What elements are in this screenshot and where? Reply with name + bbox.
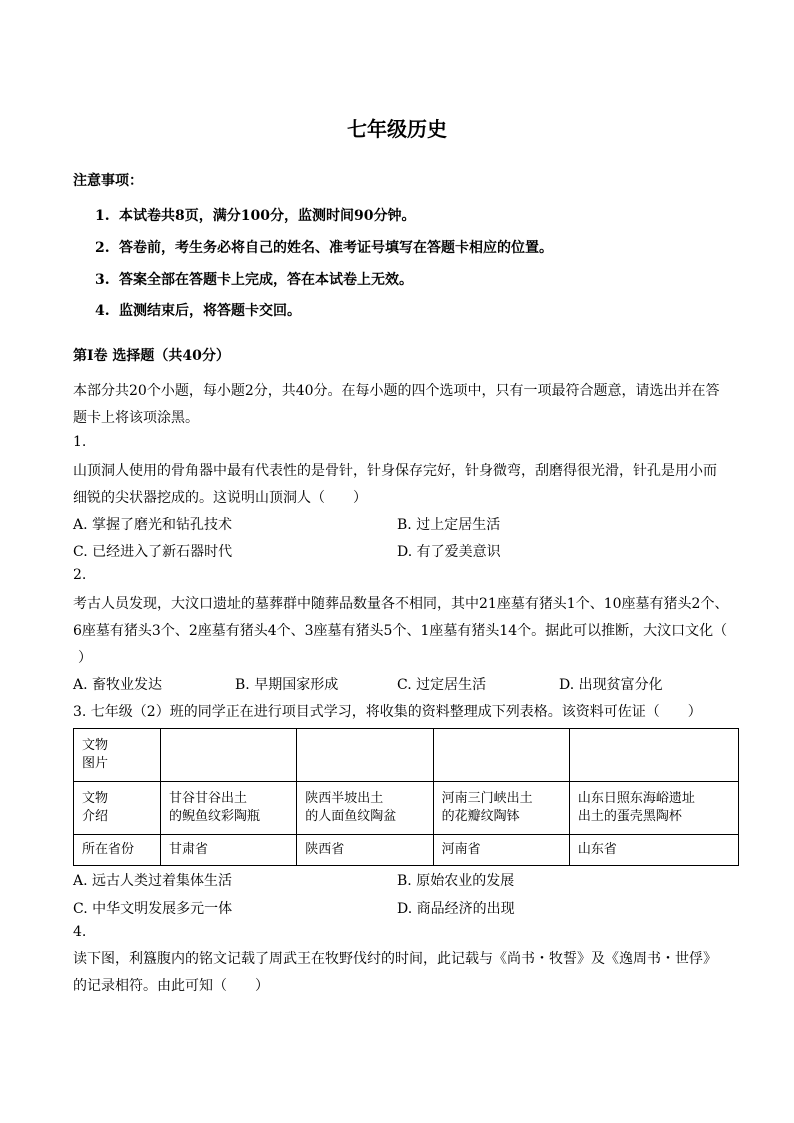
table-row-label: 文物 介绍 (74, 782, 161, 835)
q2-stem: 考古人员发现，大汶口遗址的墓葬群中随葬品数量各不相同，其中21座墓有猪头1个、10座墓有猪头2个、 (73, 596, 729, 612)
q2-stem-end: ） (78, 650, 92, 666)
relic-intro-cell: 陕西半坡出土 的人面鱼纹陶盆 (297, 782, 433, 835)
q2-option-a: A. 畜牧业发达 (73, 677, 163, 693)
q2-option-d: D. 出现贫富分化 (559, 677, 663, 693)
section-intro-cont: 题卡上将该项涂黑。 (73, 410, 199, 426)
q4-number: 4. (73, 924, 87, 940)
q1-option-a: A. 掌握了磨光和钻孔技术 (73, 517, 233, 533)
q1-number: 1. (73, 434, 87, 450)
q4-stem-cont: 的记录相符。由此可知（ ） (73, 978, 269, 994)
q1-option-b: B. 过上定居生活 (397, 517, 501, 533)
table-row-label: 所在省份 (74, 835, 161, 866)
note-item: 1. 本试卷共8页，满分100分，监测时间90分钟。 (95, 208, 416, 224)
relic-intro-cell: 河南三门峡出土 的花瓣纹陶钵 (433, 782, 569, 835)
q1-option-d: D. 有了爱美意识 (397, 544, 501, 560)
q3-option-b: B. 原始农业的发展 (397, 873, 515, 889)
note-item: 2. 答卷前，考生务必将自己的姓名、准考证号填写在答题卡相应的位置。 (95, 240, 553, 256)
province-cell: 甘肃省 (161, 835, 297, 866)
relic-image-cell (569, 729, 738, 782)
table-row-label: 文物 图片 (74, 729, 161, 782)
q1-stem: 山顶洞人使用的骨角器中最有代表性的是骨针，针身保存完好，针身微弯，刮磨得很光滑，针孔是用小而 (73, 463, 717, 479)
q4-stem: 读下图，利簋腹内的铭文记载了周武王在牧野伐纣的时间，此记载与《尚书・牧誓》及《逸周书・世俘》 (73, 951, 717, 967)
table-row (74, 782, 739, 835)
note-item: 3. 答案全部在答题卡上完成，答在本试卷上无效。 (95, 272, 413, 288)
relic-intro-cell: 甘谷甘谷出土 的鲵鱼纹彩陶瓶 (161, 782, 297, 835)
q2-stem-cont: 6座墓有猪头3个、2座墓有猪头4个、3座墓有猪头5个、1座墓有猪头14个。据此可以推断，大汶口文化（ (73, 623, 728, 639)
q1-stem-cont: 细锐的尖状器挖成的。这说明山顶洞人（ ） (73, 490, 367, 506)
q2-number: 2. (73, 567, 87, 583)
relic-image-cell (433, 729, 569, 782)
section-title: 第Ⅰ卷 选择题（共40分） (73, 348, 230, 364)
q3-option-a: A. 远古人类过着集体生活 (73, 873, 233, 889)
table-row (74, 729, 739, 782)
relic-image-cell (297, 729, 433, 782)
q3-option-d: D. 商品经济的出现 (397, 901, 515, 917)
relic-image-cell (161, 729, 297, 782)
page-title: 七年级历史 (347, 117, 447, 141)
province-cell: 河南省 (433, 835, 569, 866)
note-item: 4. 监测结束后，将答题卡交回。 (95, 303, 301, 319)
q2-option-c: C. 过定居生活 (397, 677, 487, 693)
notes-heading: 注意事项： (73, 173, 143, 189)
relic-intro-cell: 山东日照东海峪遗址 出土的蛋壳黑陶杯 (569, 782, 738, 835)
relic-table (73, 728, 739, 866)
q1-option-c: C. 已经进入了新石器时代 (73, 544, 233, 560)
province-cell: 山东省 (569, 835, 738, 866)
table-row (74, 835, 739, 866)
section-intro: 本部分共20个小题，每小题2分，共40分。在每小题的四个选项中，只有一项最符合题意，请选出并在答 (73, 383, 720, 399)
q3-stem: 3. 七年级（2）班的同学正在进行项目式学习，将收集的资料整理成下列表格。该资料可佐证（ ） (73, 704, 702, 720)
province-cell: 陕西省 (297, 835, 433, 866)
q2-option-b: B. 早期国家形成 (235, 677, 339, 693)
q3-option-c: C. 中华文明发展多元一体 (73, 901, 233, 917)
